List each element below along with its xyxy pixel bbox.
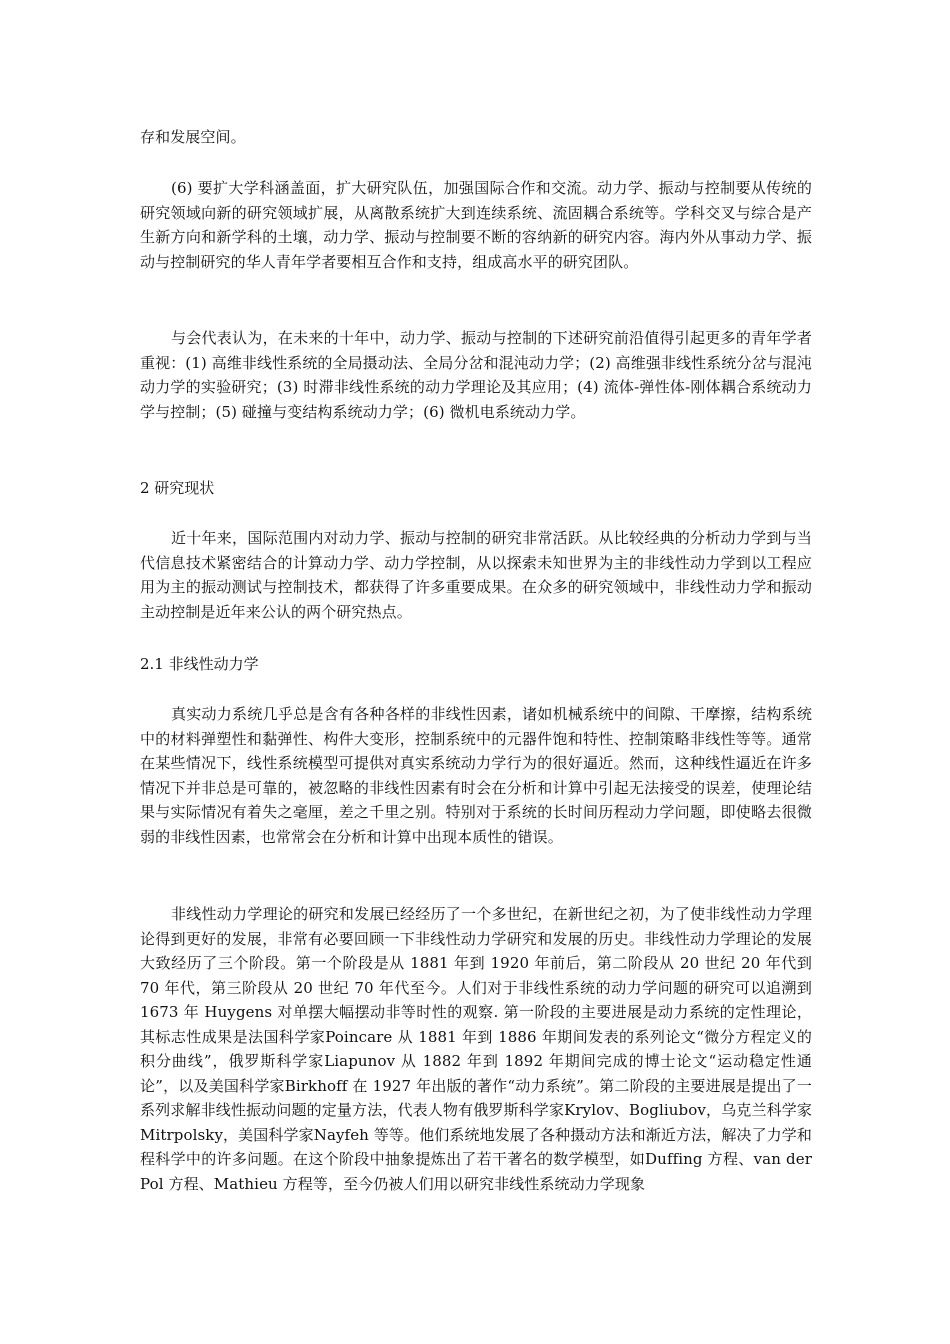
section-heading: 2 研究现状 <box>140 479 215 497</box>
paragraph-nonlinear-history: 非线性动力学理论的研究和发展已经经历了一个多世纪，在新世纪之初，为了使非线性动力学理论得到更好的发展，非常有必要回顾一下非线性动力学研究和发展的历史。非线性动力学理论的发展大致经历了三个阶段。第一个阶段是从 1881 年到 1920 年前后，第二阶段从 20 世纪 20 年代到 70 年代，第三阶段从 20 世纪 70 年代至今。人们对于非线性系统的动力学问题的研究可以追溯到1673 年 Huygens 对单摆大幅摆动非等时性的观察. 第一阶段的主要进展是动力系统的定性理论，其标志性成果是法国科学家Poincare 从 1881 年到 1886 年期间发表的系列论文“微分方程定义的积分曲线”，俄罗斯科学家Liapunov 从 1882 年到 1892 年期间完成的博士论文“运动稳定性通论”，以及美国科学家Birkhoff 在 1927 年出版的著作“动力系统”。第二阶段的主要进展是提出了一系列求解非线性振动问题的定量方法，代表人物有俄罗斯科学家Krylov、Bogliubov，乌克兰科学家Mitrpolsky，美国科学家Nayfeh 等等。他们系统地发展了各种摄动方法和渐近方法，解决了力学和程科学中的许多问题。在这个阶段中抽象提炼出了若干著名的数学模型，如Duffing 方程、van der Pol 方程、Mathieu 方程等，至今仍被人们用以研究非线性系统动力学现象 <box>140 905 812 1193</box>
subsection-heading: 2.1 非线性动力学 <box>140 655 259 673</box>
paragraph-nonlinear-factors: 真实动力系统几乎总是含有各种各样的非线性因素，诸如机械系统中的间隙、干摩擦，结构系统中的材料弹塑性和黏弹性、构件大变形，控制系统中的元器件饱和特性、控制策略非线性等等。通常在某些情况下，线性系统模型可提供对真实系统动力学行为的很好逼近。然而，这种线性逼近在许多情况下并非总是可靠的，被忽略的非线性因素有时会在分析和计算中引起无法接受的误差，使理论结果与实际情况有着失之毫厘，差之千里之别。特别对于系统的长时间历程动力学问题，即使略去很微弱的非线性因素，也常常会在分析和计算中出现本质性的错误。 <box>140 705 812 846</box>
paragraph-continuation: 存和发展空间。 <box>140 128 246 146</box>
paragraph-research-status: 近十年来，国际范围内对动力学、振动与控制的研究非常活跃。从比较经典的分析动力学到与当代信息技术紧密结合的计算动力学、动力学控制，从以探索未知世界为主的非线性动力学到以工程应用为主的振动测试与控制技术，都获得了许多重要成果。在众多的研究领域中，非线性动力学和振动主动控制是近年来公认的两个研究热点。 <box>140 529 812 621</box>
paragraph-item-6: (6) 要扩大学科涵盖面，扩大研究队伍，加强国际合作和交流。动力学、振动与控制要从传统的研究领域向新的研究领域扩展，从离散系统扩大到连续系统、流固耦合系统等。学科交叉与综合是产生新方向和新学科的土壤，动力学、振动与控制要不断的容纳新的研究内容。海内外从事动力学、振动与控制研究的华人青年学者要相互合作和支持，组成高水平的研究团队。 <box>140 179 812 271</box>
paragraph-research-frontiers: 与会代表认为，在未来的十年中，动力学、振动与控制的下述研究前沿值得引起更多的青年学者重视：(1) 高维非线性系统的全局摄动法、全局分岔和混沌动力学；(2) 高维强非线性系统分岔与混沌动力学的实验研究；(3) 时滞非线性系统的动力学理论及其应用；(4) 流体-弹性体-刚体耦合系统动力学与控制；(5) 碰撞与变结构系统动力学；(6) 微机电系统动力学。 <box>140 329 812 421</box>
